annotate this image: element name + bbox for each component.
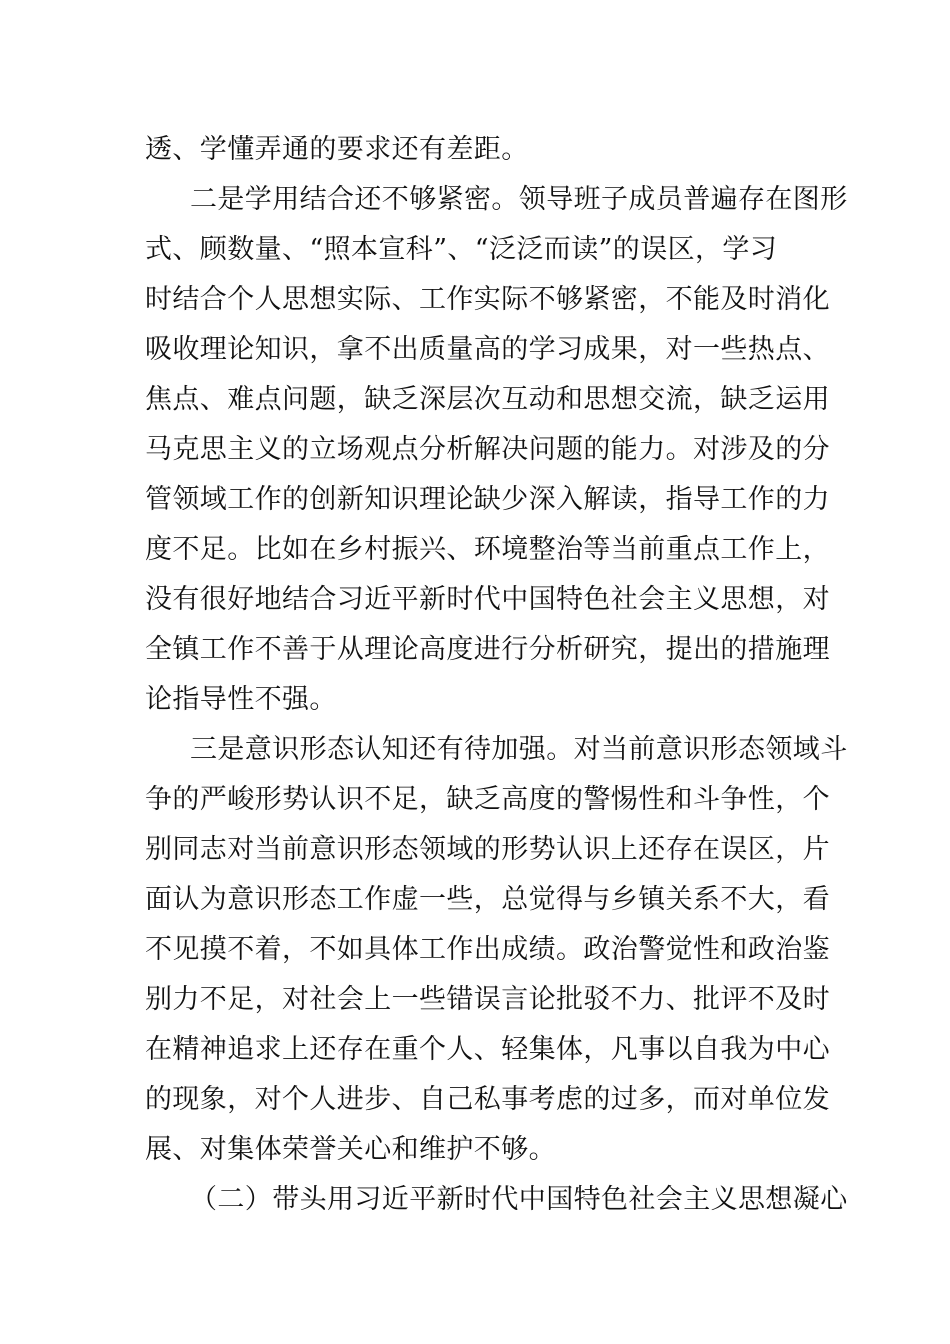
- text-line: 全镇工作不善于从理论高度进行分析研究，提出的措施理: [145, 634, 830, 665]
- text-line: 展、对集体荣誉关心和维护不够。: [145, 1134, 556, 1165]
- text-line: 的现象，对个人进步、自己私事考虑的过多，而对单位发: [145, 1084, 830, 1115]
- text-line: 马克思主义的立场观点分析解决问题的能力。对涉及的分: [145, 434, 830, 465]
- section-heading: （二）带头用习近平新时代中国特色社会主义思想凝心: [190, 1184, 848, 1215]
- text-line: 透、学懂弄通的要求还有差距。: [145, 134, 529, 165]
- text-line: 吸收理论知识，拿不出质量高的学习成果，对一些热点、: [145, 334, 830, 365]
- text-line: 论指导性不强。: [145, 684, 337, 715]
- text-line: 别同志对当前意识形态领域的形势认识上还存在误区，片: [145, 834, 830, 865]
- text-line: 没有很好地结合习近平新时代中国特色社会主义思想，对: [145, 584, 830, 615]
- text-line: 焦点、难点问题，缺乏深层次互动和思想交流，缺乏运用: [145, 384, 830, 415]
- text-line: 度不足。比如在乡村振兴、环境整治等当前重点工作上，: [145, 534, 830, 565]
- text-line: 争的严峻形势认识不足，缺乏高度的警惕性和斗争性，个: [145, 784, 830, 815]
- text-line: 别力不足，对社会上一些错误言论批驳不力、批评不及时: [145, 984, 830, 1015]
- text-line: 不见摸不着，不如具体工作出成绩。政治警觉性和政治鉴: [145, 934, 830, 965]
- text-line: 式、顾数量、“照本宣科”、“泛泛而读”的误区，学习: [145, 234, 778, 265]
- text-line: 管领域工作的创新知识理论缺少深入解读，指导工作的力: [145, 484, 830, 515]
- paragraph-start-line: 二是学用结合还不够紧密。领导班子成员普遍存在图形: [190, 184, 848, 215]
- text-line: 在精神追求上还存在重个人、轻集体，凡事以自我为中心: [145, 1034, 830, 1065]
- paragraph-start-line: 三是意识形态认知还有待加强。对当前意识形态领域斗: [190, 734, 848, 765]
- text-line: 面认为意识形态工作虚一些，总觉得与乡镇关系不大，看: [145, 884, 830, 915]
- text-line: 时结合个人思想实际、工作实际不够紧密，不能及时消化: [145, 284, 830, 315]
